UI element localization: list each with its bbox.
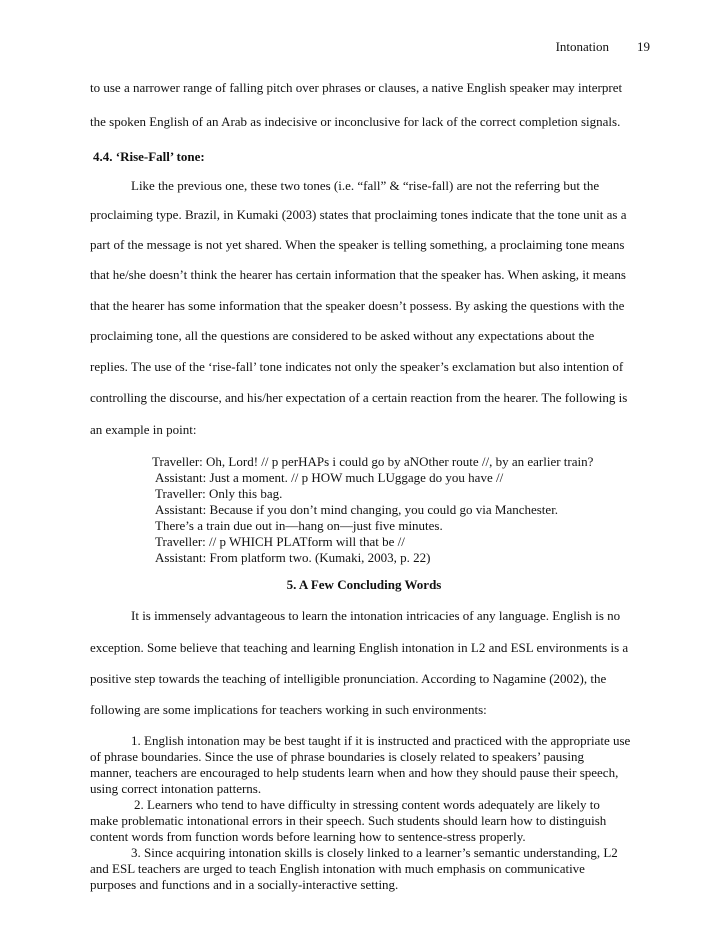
dialogue-line: Assistant: Because if you don’t mind changing, you could go via Manchester. xyxy=(155,502,559,517)
body-line: exception. Some believe that teaching and learning English intonation in L2 and ESL environments is a xyxy=(90,640,629,655)
implication-line: content words from function words before learning how to sentence-stress properly. xyxy=(90,829,526,844)
body-line: proclaiming tone, all the questions are considered to be asked without any expectations about the xyxy=(90,328,595,343)
dialogue-line: There’s a train due out in—hang on—just five minutes. xyxy=(155,518,443,533)
body-line: an example in point: xyxy=(90,422,197,437)
implication-line: manner, teachers are encouraged to help students learn when and how they should pause their speech, xyxy=(90,765,619,780)
body-line: controlling the discourse, and his/her expectation of a certain reaction from the hearer. The following is xyxy=(90,390,628,405)
implication-line: using correct intonation patterns. xyxy=(90,781,262,796)
dialogue-line: Assistant: Just a moment. // p HOW much LUggage do you have // xyxy=(155,470,504,485)
body-line: proclaiming type. Brazil, in Kumaki (2003) states that proclaiming tones indicate that the tone unit as a xyxy=(90,207,627,222)
implication-line: purposes and functions and in a socially-interactive setting. xyxy=(90,877,399,892)
page-number: 19 xyxy=(637,39,650,54)
body-line: Like the previous one, these two tones (i.e. “fall” & “rise-fall) are not the referring but the xyxy=(131,178,600,193)
implication-line: 3. Since acquiring intonation skills is closely linked to a learner’s semantic understanding, L2 xyxy=(131,845,618,860)
dialogue-line: Traveller: // p WHICH PLATform will that be // xyxy=(155,534,405,549)
dialogue-line: Traveller: Only this bag. xyxy=(155,486,283,501)
implication-line: 1. English intonation may be best taught if it is instructed and practiced with the appropriate use xyxy=(131,733,631,748)
running-header xyxy=(556,39,650,55)
header-title: Intonation xyxy=(555,39,609,54)
body-line: that he/she doesn’t think the hearer has certain information that the speaker has. When asking, it means xyxy=(90,267,626,282)
dialogue-line: Assistant: From platform two. (Kumaki, 2003, p. 22) xyxy=(155,550,431,565)
dialogue-line: Traveller: Oh, Lord! // p perHAPs i could go by aNOther route //, by an earlier train? xyxy=(152,454,594,469)
body-line: to use a narrower range of falling pitch over phrases or clauses, a native English speaker may interpret xyxy=(90,80,623,95)
body-line: positive step towards the teaching of intelligible pronunciation. According to Nagamine (2002), the xyxy=(90,671,607,686)
body-line: that the hearer has some information that the speaker doesn’t possess. By asking the questions with the xyxy=(90,298,625,313)
implication-line: of phrase boundaries. Since the use of phrase boundaries is closely related to speakers’ pausing xyxy=(90,749,584,764)
section-heading: 4.4. ‘Rise-Fall’ tone: xyxy=(93,149,205,164)
body-line: following are some implications for teachers working in such environments: xyxy=(90,702,487,717)
body-line: replies. The use of the ‘rise-fall’ tone indicates not only the speaker’s exclamation but also intention of xyxy=(90,359,624,374)
section-heading: 5. A Few Concluding Words xyxy=(286,577,442,592)
implication-line: and ESL teachers are urged to teach English intonation with much emphasis on communicative xyxy=(90,861,585,876)
body-line: part of the message is not yet shared. When the speaker is telling something, a proclaiming tone means xyxy=(90,237,625,252)
implication-line: 2. Learners who tend to have difficulty in stressing content words adequately are likely to xyxy=(134,797,600,812)
body-line: It is immensely advantageous to learn the intonation intricacies of any language. English is no xyxy=(131,608,621,623)
implication-line: make problematic intonational errors in their speech. Such students should learn how to distinguish xyxy=(90,813,607,828)
body-line: the spoken English of an Arab as indecisive or inconclusive for lack of the correct completion signals. xyxy=(90,114,621,129)
